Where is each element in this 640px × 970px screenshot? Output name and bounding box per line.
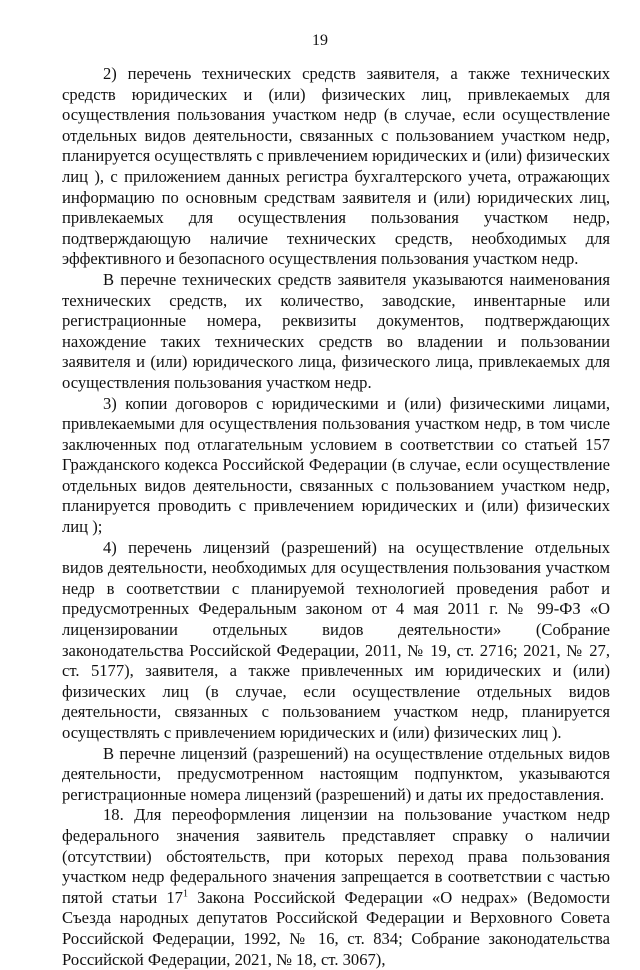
paragraph-technical-means-list: В перечне технических средств заявителя указываются наименования технических средств, их количество, заводские, инвентарные или регистрационные номера, реквизиты документов, подтверждающих нахождение таких технических средств во владении и пользовании заявителя и (или) юридического лица, физического лица, привлекаемых для осуществления пользования участком недр. bbox=[62, 269, 610, 392]
paragraph-licenses-list: В перечне лицензий (разрешений) на осуществление отдельных видов деятельности, предусмотренном настоящим подпунктом, указываются регистрационные номера лицензий (разрешений) и даты их предоставления. bbox=[62, 743, 610, 804]
document-body bbox=[62, 64, 610, 970]
paragraph-18-text-end: Закона Российской Федерации «О недрах» (Ведомости Съезда народных депутатов Российской Федерации и Верховного Совета Российской Федерации, 1992, № 16, ст. 834; Собрание законодательства Российской Федерации, 2021, № 18, ст. 3067), bbox=[62, 887, 610, 969]
superscript: 1 bbox=[182, 888, 188, 900]
page-number: 19 bbox=[312, 32, 328, 49]
paragraph-18-text-start: 18. Для переоформления лицензии на пользование участком недр федерального значения заявитель представляет справку о наличии (отсутствии) обстоятельств, при которых переход права пользования участком недр федерального значения запрещается в соответствии с частью пятой статьи 17 bbox=[62, 805, 610, 907]
paragraph-item-3: 3) копии договоров с юридическими и (или) физическими лицами, привлекаемыми для осуществления пользования участком недр, в том числе заключенных под отлагательным условием в соответствии со статьей 157 Гражданского кодекса Российской Федерации (в случае, если осуществление отдельных видов деятельности, связанных с пользованием участком недр, планируется проводить с привлечением юридических и (или) физических лиц ); bbox=[62, 393, 610, 537]
paragraph-item-4: 4) перечень лицензий (разрешений) на осуществление отдельных видов деятельности, необходимых для осуществления пользования участком недр в соответствии с планируемой технологией проведения работ и предусмотренных Федеральным законом от 4 мая 2011 г. № 99-ФЗ «О лицензировании отдельных видов деятельности» (Собрание законодательства Российской Федерации, 2011, № 19, ст. 2716; 2021, № 27, ст. 5177), заявителя, а также привлеченных им юридических и (или) физических лиц (в случае, если осуществление отдельных видов деятельности, связанных с пользованием участком недр, планируется осуществлять с привлечением юридических и (или) физических лиц ). bbox=[62, 537, 610, 742]
paragraph-18 bbox=[62, 805, 610, 970]
paragraph-item-2: 2) перечень технических средств заявителя, а также технических средств юридических и (или) физических лиц, привлекаемых для осуществления пользования участком недр (в случае, если осуществление отдельных видов деятельности, связанных с пользованием участком недр, планируется осуществлять с привлечением юридических и (или) физических лиц ), с приложением данных регистра бухгалтерского учета, отражающих информацию по основным средствам заявителя и (или) юридических лиц, привлекаемых для осуществления пользования участком недр, подтверждающую наличие технических средств, необходимых для эффективного и безопасного осуществления пользования участком недр. bbox=[62, 64, 610, 269]
